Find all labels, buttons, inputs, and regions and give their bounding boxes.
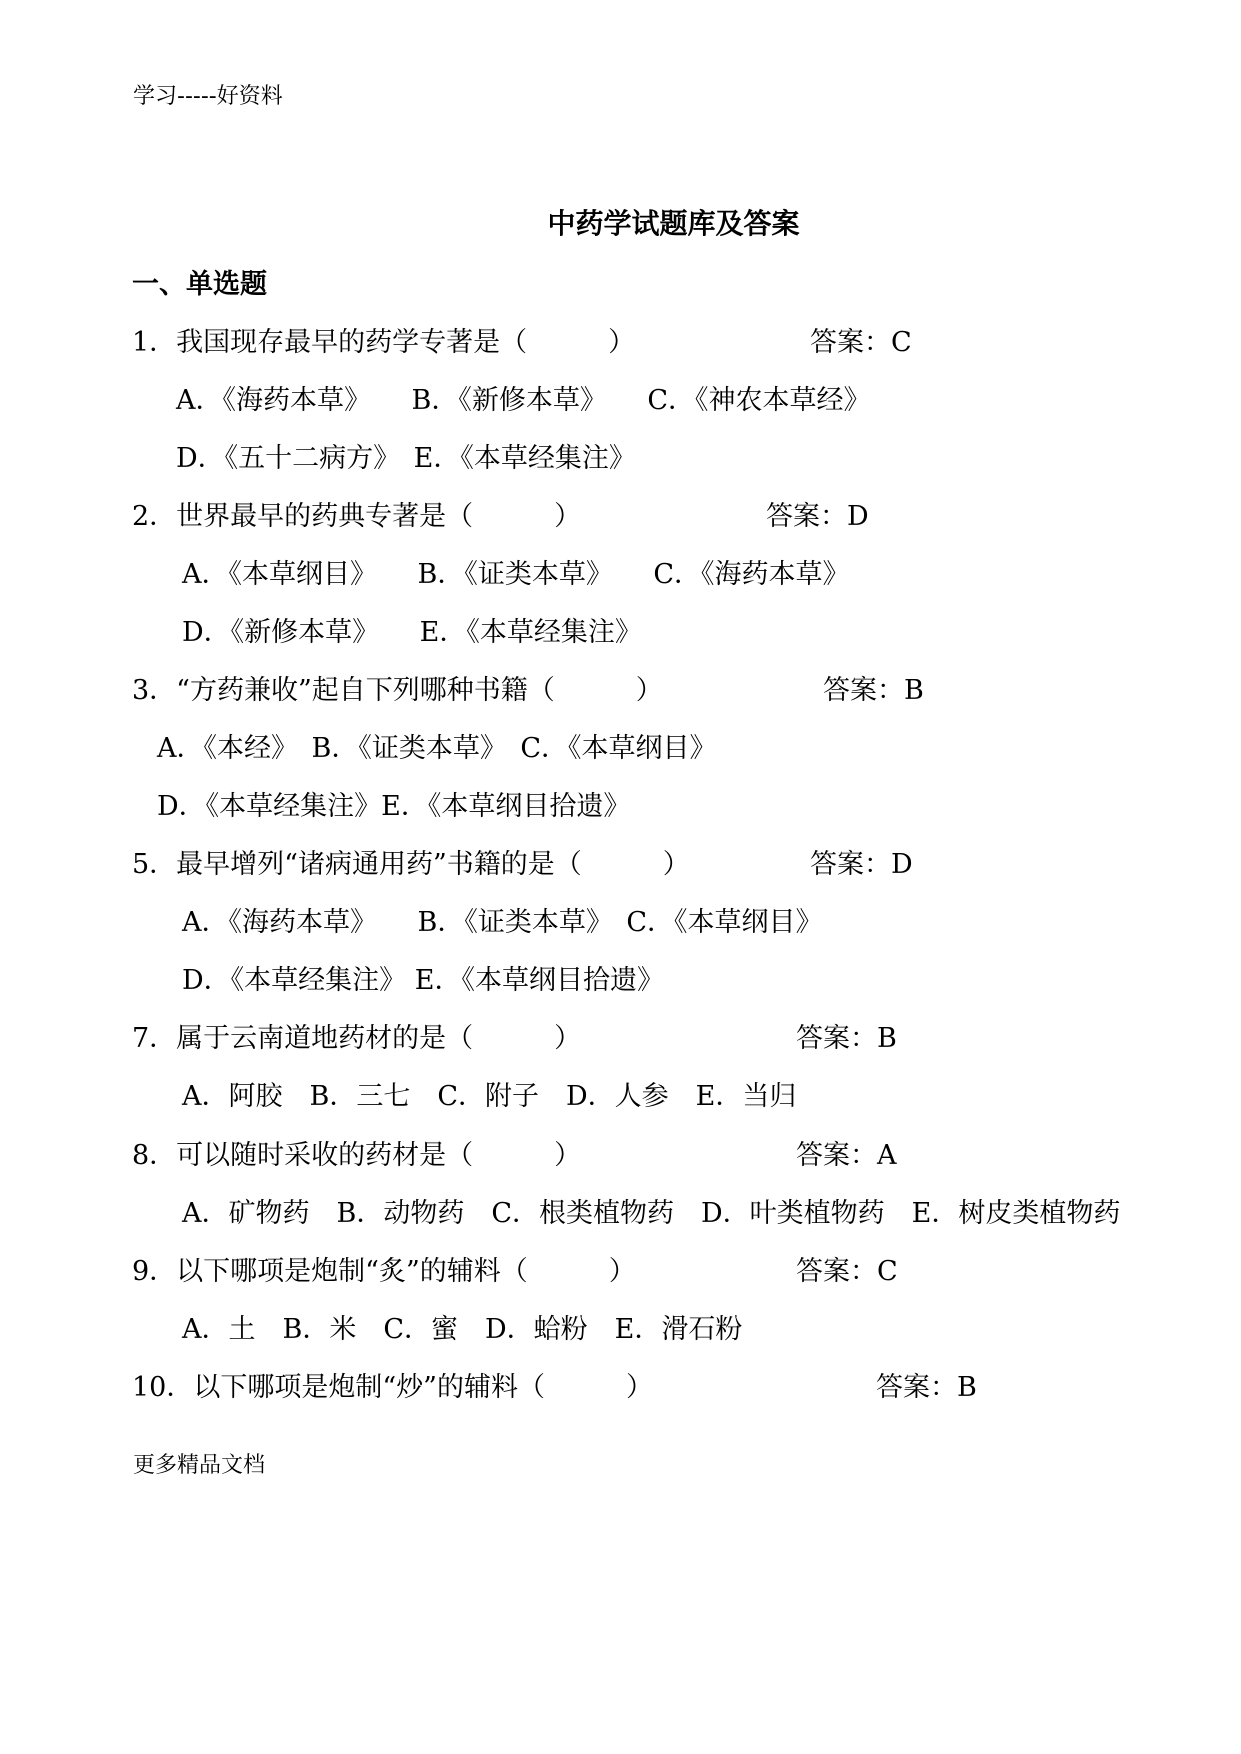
question-2-options-line-2: D．《新修本草》 E．《本草经集注》 [182,617,642,648]
question-1-options-line-2: D．《五十二病方》 E．《本草经集注》 [176,443,636,474]
document-title: 中药学试题库及答案 [547,207,800,240]
question-10-answer: 答案：B [876,1372,977,1403]
question-3-answer: 答案：B [823,675,924,706]
question-3-options-line-1: A．《本经》 B．《证类本草》 C．《本草纲目》 [157,733,717,764]
section-heading: 一、单选题 [132,269,267,300]
question-8-answer: 答案：A [796,1140,897,1171]
question-5-options-line-1: A．《海药本草》 B．《证类本草》 C．《本草纲目》 [182,907,823,938]
page-header: 学习-----好资料 [133,84,283,109]
question-5-answer: 答案：D [810,849,913,880]
question-2-answer: 答案：D [766,501,869,532]
question-8-options-line-1: A．矿物药 B．动物药 C．根类植物药 D．叶类植物药 E．树皮类植物药 [182,1198,1121,1229]
question-8-text: 8．可以随时采收的药材是（ ） [132,1140,582,1171]
page-footer: 更多精品文档 [133,1453,266,1478]
question-3-text: 3．“方药兼收”起自下列哪种书籍（ ） [132,675,663,706]
question-2-options-line-1: A．《本草纲目》 B．《证类本草》 C．《海药本草》 [182,559,850,590]
question-2-text: 2．世界最早的药典专著是（ ） [132,501,582,532]
question-1-text: 1．我国现存最早的药学专著是（ ） [132,327,636,358]
question-9-answer: 答案：C [796,1256,898,1287]
question-5-options-line-2: D．《本草经集注》 E．《本草纲目拾遗》 [182,965,664,996]
question-7-options-line-1: A．阿胶 B．三七 C．附子 D．人参 E．当归 [182,1081,797,1112]
question-5-text: 5．最早增列“诸病通用药”书籍的是（ ） [132,849,690,880]
question-10-text: 10．以下哪项是炮制“炒”的辅料（ ） [132,1372,653,1403]
question-9-text: 9．以下哪项是炮制“炙”的辅料（ ） [132,1256,636,1287]
question-1-answer: 答案：C [810,327,912,358]
question-1-options-line-1: A．《海药本草》 B．《新修本草》 C．《神农本草经》 [176,385,871,416]
question-7-text: 7．属于云南道地药材的是（ ） [132,1023,582,1054]
question-3-options-line-2: D．《本草经集注》E．《本草纲目拾遗》 [157,791,631,822]
question-7-answer: 答案：B [796,1023,897,1054]
question-9-options-line-1: A．土 B．米 C．蜜 D．蛤粉 E．滑石粉 [182,1314,743,1345]
